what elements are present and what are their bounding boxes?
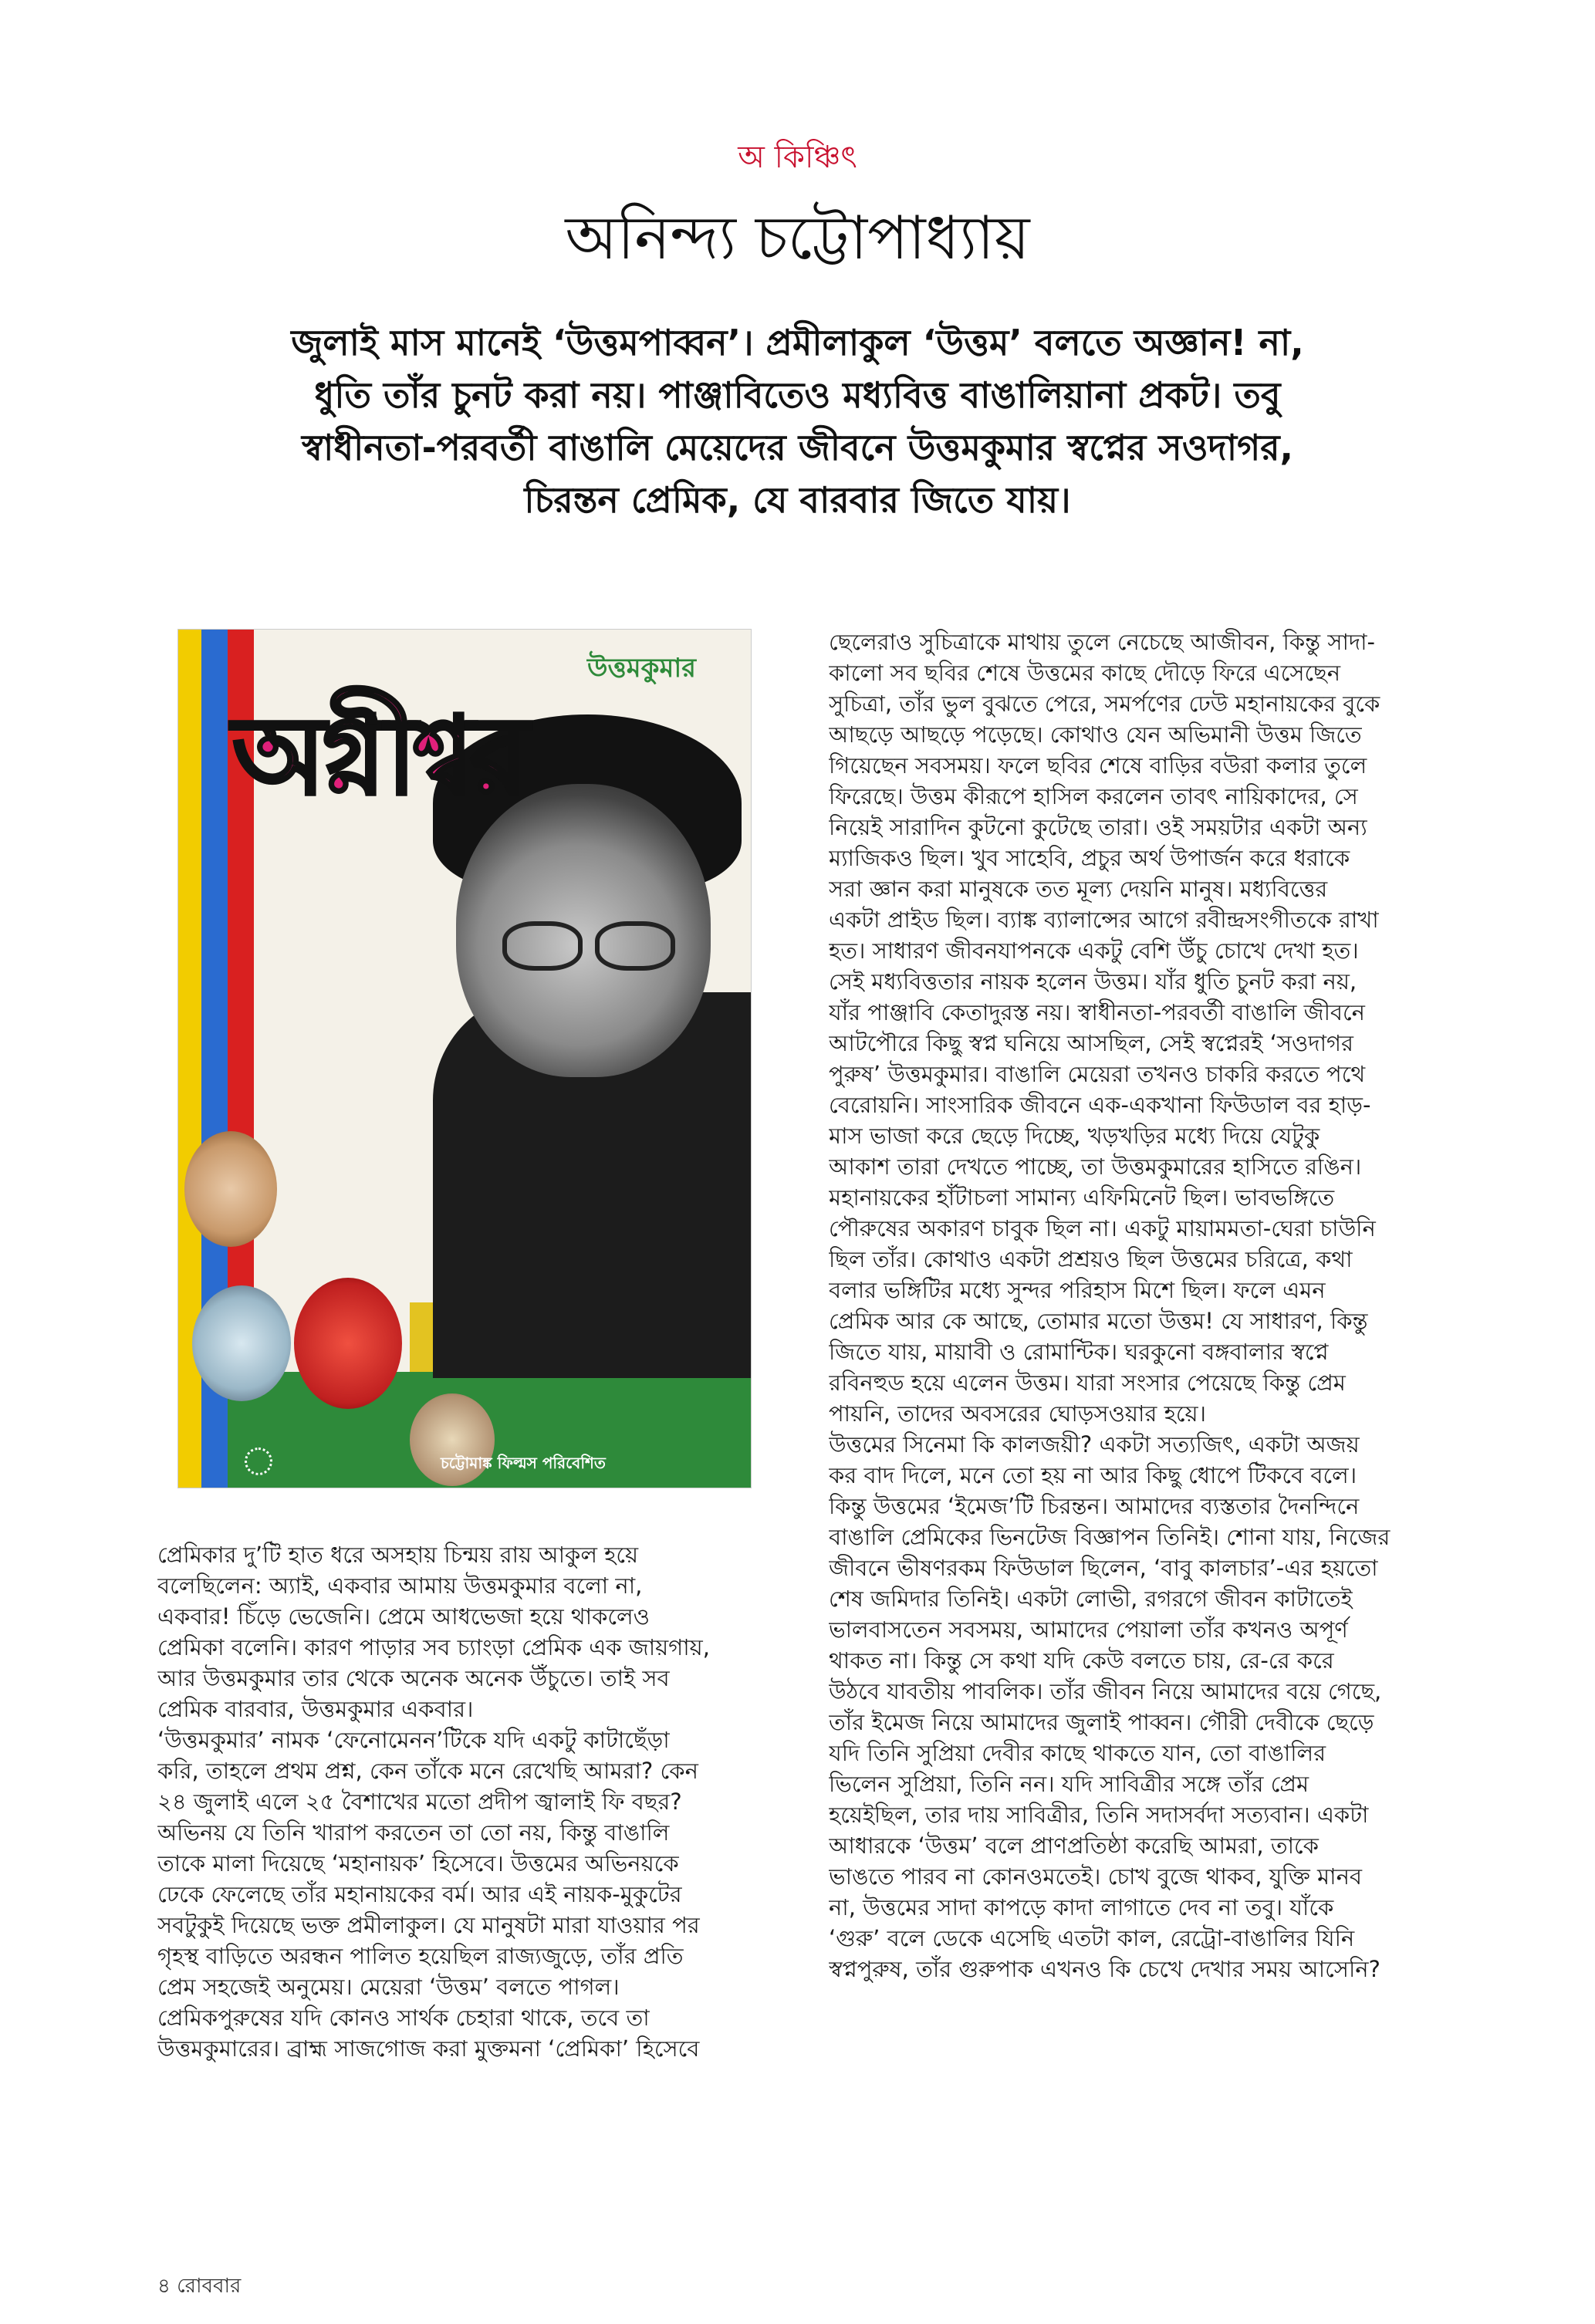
- poster-spectacles-left: [502, 921, 583, 971]
- body-text-line: বলার ভঙ্গিটির মধ্যে সুন্দর পরিহাস মিশে ছিল। ফলে এমন: [829, 1277, 1326, 1303]
- body-text-line: গিয়েছেন সবসময়। ফলে ছবির শেষে বাড়ির বউরা কলার তুলে: [829, 752, 1367, 779]
- poster-title: অগ্নীশ্বর: [232, 694, 525, 819]
- poster-star-name: উত্তমকুমার: [587, 653, 696, 684]
- body-text-line: মাস ভাজা করে ছেড়ে দিচ্ছে, খড়খড়ির মধ্যে দিয়ে যেটুকু: [829, 1123, 1320, 1149]
- body-text-line: ছিল তাঁর। কোথাও একটা প্রশ্রয়ও ছিল উত্তমের চরিত্রে, কথা: [829, 1246, 1353, 1272]
- section-kicker: অ কিঞ্চিৎ: [738, 140, 857, 175]
- body-text-line: ‘গুরু’ বলে ডেকে এসেছি এতটা কাল, রেট্রো-বাঙালির যিনি: [829, 1925, 1355, 1951]
- body-text-line: প্রেম সহজেই অনুমেয়। মেয়েরা ‘উত্তম’ বলতে পাগল।: [157, 1974, 620, 2000]
- body-text-line: ২৪ জুলাই এলে ২৫ বৈশাখের মতো প্রদীপ জ্বালাই ফি বছর?: [157, 1789, 682, 1815]
- body-text-line: কিন্তু উত্তমের ‘ইমেজ’টি চিরন্তন। আমাদের ব্যস্ততার দৈনন্দিনে: [829, 1493, 1360, 1519]
- body-text-line: জীবনে ভীষণরকম ফিউডাল ছিলেন, ‘বাবু কালচার’-এর হয়তো: [829, 1555, 1378, 1581]
- poster-credit: চট্টোমাঙ্ক ফিল্মস পরিবেশিত: [441, 1454, 606, 1472]
- body-text-line: হত। সাধারণ জীবনযাপনকে একটু বেশি উঁচু চোখে দেখা হত।: [829, 937, 1359, 964]
- body-text-line: মহানায়কের হাঁটাচলা সামান্য এফিমিনেট ছিল। ভাবভঙ্গিতে: [829, 1184, 1335, 1211]
- body-text-line: উঠবে যাবতীয় পাবলিক। তাঁর জীবন নিয়ে আমাদের বয়ে গেছে,: [829, 1678, 1382, 1704]
- body-text-line: না, উত্তমের সাদা কাপড়ে কাদা লাগাতে দেব না তবু। যাঁকে: [829, 1894, 1334, 1920]
- body-text-line: গৃহস্থ বাড়িতে অরন্ধন পালিত হয়েছিল রাজ্যজুড়ে, তাঁর প্রতি: [157, 1943, 684, 1969]
- standfirst-line: চিরন্তন প্রেমিক, যে বারবার জিতে যায়।: [524, 479, 1071, 521]
- body-text-line: পায়নি, তাদের অবসরের ঘোড়সওয়ার হয়ে।: [829, 1400, 1206, 1427]
- body-text-line: শেষ জমিদার তিনিই। একটা লোভী, রগরগে জীবন কাটাতেই: [829, 1586, 1353, 1612]
- standfirst-line: স্বাধীনতা-পরবর্তী বাঙালি মেয়েদের জীবনে উত্তমকুমার স্বপ্নের সওদাগর,: [302, 427, 1293, 468]
- body-text-line: আর উত্তমকুমার তার থেকে অনেক অনেক উঁচুতে। তাই সব: [157, 1665, 670, 1691]
- body-text-line: যদি তিনি সুপ্রিয়া দেবীর কাছে থাকতে যান, তো বাঙালির: [829, 1740, 1326, 1766]
- article-column-right: [829, 627, 1446, 1985]
- standfirst-line: ধুতি তাঁর চুনট করা নয়। পাঞ্জাবিতেও মধ্যবিত্ত বাঙালিয়ানা প্রকট। তবু: [314, 374, 1281, 416]
- body-text-line: কর বাদ দিলে, মনে তো হয় না আর কিছু ধোপে টিকবে বলে।: [829, 1462, 1357, 1488]
- poster-portrait: [456, 784, 711, 1077]
- page-folio: ৪ রোববার: [157, 2275, 242, 2298]
- body-text-line: সেই মধ্যবিত্ততার নায়ক হলেন উত্তম। যাঁর ধুতি চুনট করা নয়,: [829, 968, 1357, 995]
- body-text-line: উত্তমকুমারের। ব্রাহ্ম সাজগোজ করা মুক্তমনা ‘প্রেমিকা’ হিসেবে: [157, 2035, 700, 2062]
- body-text-line: পৌরুষের অকারণ চাবুক ছিল না। একটু মায়ামমতা-ঘেরা চাউনি: [829, 1215, 1376, 1241]
- article-column-left: [157, 1539, 775, 2064]
- body-text-line: একবার! চিঁড়ে ভেজেনি। প্রেমে আধভেজা হয়ে থাকলেও: [157, 1603, 650, 1630]
- poster-spectacles-right: [595, 921, 675, 971]
- body-text-line: ঢেকে ফেলেছে তাঁর মহানায়কের বর্ম। আর এই নায়ক-মুকুটের: [157, 1881, 682, 1907]
- body-text-line: ভিলেন সুপ্রিয়া, তিনি নন। যদি সাবিত্রীর সঙ্গে তাঁর প্রেম: [829, 1771, 1309, 1797]
- poster-face: [294, 1278, 402, 1409]
- poster-face: [192, 1285, 291, 1401]
- body-text-line: উত্তমের সিনেমা কি কালজয়ী? একটা সত্যজিৎ, একটা অজয়: [829, 1431, 1360, 1458]
- body-text-line: করি, তাহলে প্রথম প্রশ্ন, কেন তাঁকে মনে রেখেছি আমরা? কেন: [157, 1758, 698, 1784]
- body-text-line: অভিনয় যে তিনি খারাপ করতেন তা তো নয়, কিন্তু বাঙালি: [157, 1819, 670, 1846]
- body-text-line: প্রেমিকার দু’টি হাত ধরে অসহায় চিন্ময় রায় আকুল হয়ে: [157, 1542, 639, 1568]
- body-text-line: একটা প্রাইড ছিল। ব্যাঙ্ক ব্যালান্সের আগে রবীন্দ্রসংগীতকে রাখা: [829, 907, 1379, 933]
- body-text-line: আকাশ তারা দেখতে পাচ্ছে, তা উত্তমকুমারের হাসিতে রঙিন।: [829, 1154, 1362, 1180]
- body-text-line: বাঙালি প্রেমিকের ভিনটেজ বিজ্ঞাপন তিনিই। শোনা যায়, নিজের: [829, 1524, 1391, 1550]
- body-text-line: হয়েইছিল, তার দায় সাবিত্রীর, তিনি সদাসর্বদা সত্যবান। একটা: [829, 1802, 1369, 1828]
- body-text-line: যাঁর পাঞ্জাবি কেতাদুরস্ত নয়। স্বাধীনতা-পরবর্তী বাঙালি জীবনে: [829, 999, 1365, 1025]
- body-text-line: থাকত না। কিন্তু সে কথা যদি কেউ বলতে চায়, রে-রে করে: [829, 1647, 1334, 1674]
- body-text-line: ছেলেরাও সুচিত্রাকে মাথায় তুলে নেচেছে আজীবন, কিন্তু সাদা-: [829, 629, 1375, 655]
- body-text-line: আধারকে ‘উত্তম’ বলে প্রাণপ্রতিষ্ঠা করেছি আমরা, তাকে: [829, 1833, 1319, 1859]
- film-poster-image: [177, 629, 752, 1488]
- body-text-line: আছড়ে আছড়ে পড়েছে। কোথাও যেন অভিমানী উত্তম জিতে: [829, 721, 1362, 748]
- body-text-line: প্রেমিকপুরুষের যদি কোনও সার্থক চেহারা থাকে, তবে তা: [157, 2005, 650, 2031]
- body-text-line: তাকে মালা দিয়েছে ‘মহানায়ক’ হিসেবে। উত্তমের অভিনয়কে: [157, 1850, 679, 1876]
- body-text-line: ফিরেছে। উত্তম কীরূপে হাসিল করলেন তাবৎ নায়িকাদের, সে: [829, 783, 1358, 809]
- standfirst-line: জুলাই মাস মানেই ‘উত্তমপাব্বন’। প্রমীলাকুল ‘উত্তম’ বলতে অজ্ঞান! না,: [291, 322, 1304, 363]
- author-name: অনিন্দ্য চট্টোপাধ্যায়: [565, 204, 1030, 273]
- body-text-line: আটপৌরে কিছু স্বপ্ন ঘনিয়ে আসছিল, সেই স্বপ্নেরই ‘সওদাগর: [829, 1030, 1353, 1056]
- body-text-line: সরা জ্ঞান করা মানুষকে তত মূল্য দেয়নি মানুষ। মধ্যবিত্তের: [829, 876, 1328, 902]
- body-text-line: ‘উত্তমকুমার’ নামক ‘ফেনোমেনন’টিকে যদি একটু কাটাছেঁড়া: [157, 1727, 670, 1753]
- body-text-line: ভাঙতে পারব না কোনওমতেই। চোখ বুজে থাকব, যুক্তি মানব: [829, 1863, 1363, 1890]
- body-text-line: বেরোয়নি। সাংসারিক জীবনে এক-একখানা ফিউডাল বর হাড়-: [829, 1092, 1371, 1118]
- body-text-line: জিতে যায়, মায়াবী ও রোমান্টিক। ঘরকুনো বঙ্গবালার স্বপ্নে: [829, 1339, 1329, 1365]
- body-text-line: প্রেমিক আর কে আছে, তোমার মতো উত্তম! যে সাধারণ, কিন্তু: [829, 1308, 1368, 1334]
- body-text-line: সবটুকুই দিয়েছে ভক্ত প্রমীলাকুল। যে মানুষটা মারা যাওয়ার পর: [157, 1912, 700, 1938]
- body-text-line: রবিনহুড হয়ে এলেন উত্তম। যারা সংসার পেয়েছে কিন্তু প্রেম: [829, 1370, 1346, 1396]
- poster-face: [184, 1131, 277, 1247]
- body-text-line: ভালবাসতেন সবসময়, আমাদের পেয়ালা তাঁর কখনও অপূর্ণ: [829, 1616, 1348, 1643]
- body-text-line: নিয়েই সারাদিন কুটনো কুটেছে তারা। ওই সময়টার একটা অন্য: [829, 814, 1367, 840]
- body-text-line: স্বপ্নপুরুষ, তাঁর গুরুপাক এখনও কি চেখে দেখার সময় আসেনি?: [829, 1956, 1380, 1982]
- body-text-line: বলেছিলেন: অ্যাই, একবার আমায় উত্তমকুমার বলো না,: [157, 1572, 643, 1599]
- body-text-line: তাঁর ইমেজ নিয়ে আমাদের জুলাই পাব্বন। গৌরী দেবীকে ছেড়ে: [829, 1709, 1374, 1735]
- body-text-line: সুচিত্রা, তাঁর ভুল বুঝতে পেরে, সমর্পণের ঢেউ মহানায়কের বুকে: [829, 691, 1380, 717]
- poster-emblem-icon: [245, 1447, 272, 1475]
- body-text-line: প্রেমিক বারবার, উত্তমকুমার একবার।: [157, 1696, 474, 1722]
- body-text-line: ম্যাজিকও ছিল। খুব সাহেবি, প্রচুর অর্থ উপার্জন করে ধরাকে: [829, 845, 1350, 871]
- body-text-line: কালো সব ছবির শেষে উত্তমের কাছে দৌড়ে ফিরে এসেছেন: [829, 660, 1341, 686]
- standfirst: [131, 316, 1464, 526]
- body-text-line: প্রেমিকা বলেনি। কারণ পাড়ার সব চ্যাংড়া প্রেমিক এক জায়গায়,: [157, 1634, 710, 1660]
- body-text-line: পুরুষ’ উত্তমকুমার। বাঙালি মেয়েরা তখনও চাকরি করতে পথে: [829, 1061, 1366, 1087]
